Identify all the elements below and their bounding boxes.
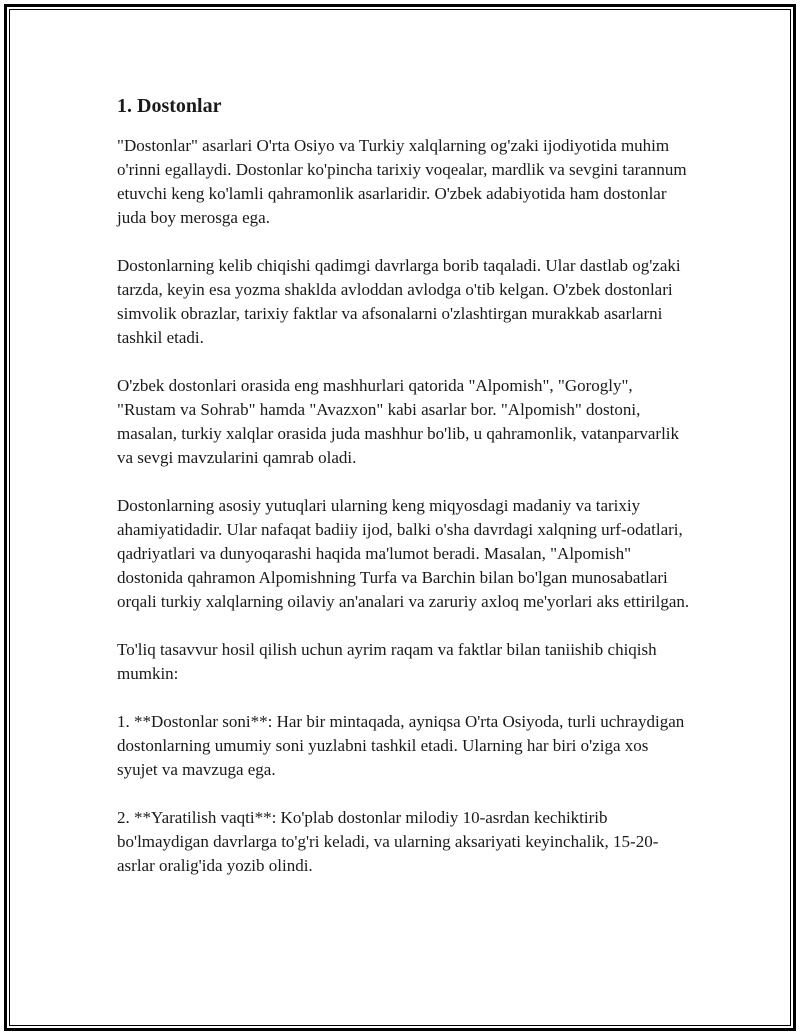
paragraph-origin: Dostonlarning kelib chiqishi qadimgi davrlarga borib taqaladi. Ular dastlab og'zaki tarzda, keyin esa yozma shaklda avloddan avlodga o'tib kelgan. O'zbek dostonlari simvolik obrazlar, tarixiy faktlar va afsonalarni o'zlashtirgan murakkab asarlarni tashkil etadi. [117, 256, 681, 347]
document-body [117, 92, 692, 902]
section-heading: 1. Dostonlar [117, 95, 222, 117]
list-item-count: 1. **Dostonlar soni**: Har bir mintaqada, ayniqsa O'rta Osiyoda, turli uchraydigan dostonlarning umumiy soni yuzlabni tashkil etadi. Ularning har biri o'ziga xos syujet va mavzuga ega. [117, 712, 685, 779]
paragraph-intro: "Dostonlar" asarlari O'rta Osiyo va Turkiy xalqlarning og'zaki ijodiyotida muhim o'rinni egallaydi. Dostonlar ko'pincha tarixiy voqealar, mardlik va sevgini tarannum etuvchi keng ko'lamli qahramonlik asarlaridir. O'zbek adabiyotida ham dostonlar juda boy merosga ega. [117, 136, 687, 227]
paragraph-famous-epics: O'zbek dostonlari orasida eng mashhurlari qatorida "Alpomish", "Gorogly", "Rustam va Sohrab" hamda "Avazxon" kabi asarlar bor. "Alpomish" dostoni, masalan, turkiy xalqlar orasida juda mashhur bo'lib, u qahramonlik, vatanparvarlik va sevgi mavzularini qamrab oladi. [117, 376, 680, 467]
list-item-creation-time: 2. **Yaratilish vaqti**: Ko'plab dostonlar milodiy 10-asrdan kechiktirib bo'lmaydigan davrlarga to'g'ri keladi, va ularning aksariyati keyinchalik, 15-20-asrlar oralig'ida yozib olindi. [117, 808, 659, 875]
paragraph-facts-intro: To'liq tasavvur hosil qilish uchun ayrim raqam va faktlar bilan taniishib chiqish mumkin: [117, 640, 657, 683]
paragraph-significance: Dostonlarning asosiy yutuqlari ularning keng miqyosdagi madaniy va tarixiy ahamiyatidadir. Ular nafaqat badiiy ijod, balki o'sha davrdagi xalqning urf-odatlari, qadriyatlari va dunyoqarashi haqida ma'lumot beradi. Masalan, "Alpomish" dostonida qahramon Alpomishning Turfa va Barchin bilan bo'lgan munosabatlari orqali turkiy xalqlarning oilaviy an'analari va zaruriy axloq me'yorlari aks ettirilgan. [117, 496, 690, 611]
